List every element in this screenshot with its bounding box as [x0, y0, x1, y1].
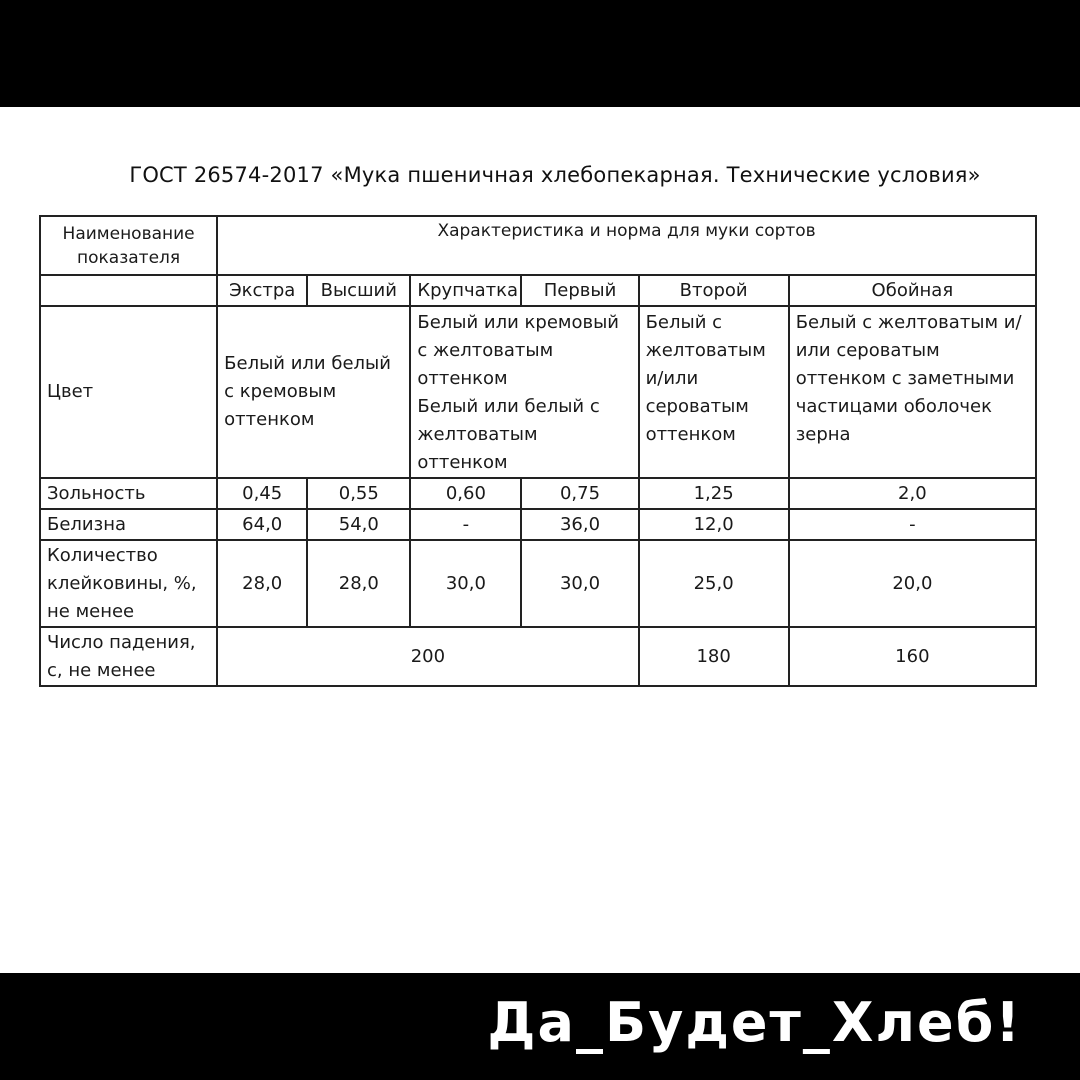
top-black-bar	[0, 0, 1080, 107]
empty-cell	[40, 275, 217, 306]
gluten-value: 30,0	[521, 540, 638, 627]
whiteness-value: -	[789, 509, 1036, 540]
color-second	[639, 306, 789, 478]
bottom-black-bar	[0, 973, 1080, 1080]
ash-value: 0,55	[307, 478, 410, 509]
color-krup-first	[410, 306, 638, 478]
grade-wholemeal: Обойная	[789, 275, 1036, 306]
falling-value-first-four: 200	[217, 627, 638, 686]
gluten-value: 25,0	[639, 540, 789, 627]
color-second-text: Белый с желтоватым и/или сероватым оттенком	[645, 312, 766, 445]
ash-value: 0,45	[217, 478, 307, 509]
whiteness-value: 54,0	[307, 509, 410, 540]
color-wholemeal	[789, 306, 1036, 478]
falling-value-wholemeal: 160	[789, 627, 1036, 686]
row-label-ash: Зольность	[40, 478, 217, 509]
row-label-color: Цвет	[40, 306, 217, 478]
grades-row	[40, 275, 1036, 306]
group-header: Характеристика и норма для муки сортов	[217, 216, 1036, 275]
grade-extra: Экстра	[217, 275, 307, 306]
row-label-gluten: Количество клейковины, %, не менее	[40, 540, 217, 627]
whiteness-value: 36,0	[521, 509, 638, 540]
ash-value: 0,75	[521, 478, 638, 509]
grade-high: Высший	[307, 275, 410, 306]
gluten-value: 20,0	[789, 540, 1036, 627]
flour-spec-table	[39, 215, 1037, 687]
table-header-row	[40, 216, 1036, 275]
grade-first: Первый	[521, 275, 638, 306]
color-wholemeal-text: Белый с желтоватым и/или сероватым оттенком с заметными частицами оболочек зерна	[795, 312, 1022, 445]
ash-value: 0,60	[410, 478, 521, 509]
table-row-ash	[40, 478, 1036, 509]
table-row-color	[40, 306, 1036, 478]
corner-header: Наименование показателя	[40, 216, 217, 275]
ash-value: 1,25	[639, 478, 789, 509]
table-row-whiteness	[40, 509, 1036, 540]
falling-value-second: 180	[639, 627, 789, 686]
row-label-whiteness: Белизна	[40, 509, 217, 540]
whiteness-value: 12,0	[639, 509, 789, 540]
ash-value: 2,0	[789, 478, 1036, 509]
whiteness-value: -	[410, 509, 521, 540]
table-row-falling-number	[40, 627, 1036, 686]
whiteness-value: 64,0	[217, 509, 307, 540]
gluten-value: 30,0	[410, 540, 521, 627]
color-krup-text-a: Белый или кремовый с желтоватым оттенком	[417, 312, 620, 389]
grade-second: Второй	[639, 275, 789, 306]
color-extra-high-text: Белый или белый с кремовым оттенком	[224, 353, 391, 430]
table-row-gluten	[40, 540, 1036, 627]
color-extra-high	[217, 306, 410, 478]
gluten-value: 28,0	[307, 540, 410, 627]
gluten-value: 28,0	[217, 540, 307, 627]
grade-krupchatka: Крупчатка	[410, 275, 521, 306]
brand-watermark: Да_Будет_Хлеб!	[487, 991, 1022, 1054]
document-title: ГОСТ 26574-2017 «Мука пшеничная хлебопекарная. Технические условия»	[129, 163, 981, 187]
row-label-falling: Число падения, с, не менее	[40, 627, 217, 686]
color-first-text-b: Белый или белый с желтоватым оттенком	[417, 396, 600, 473]
